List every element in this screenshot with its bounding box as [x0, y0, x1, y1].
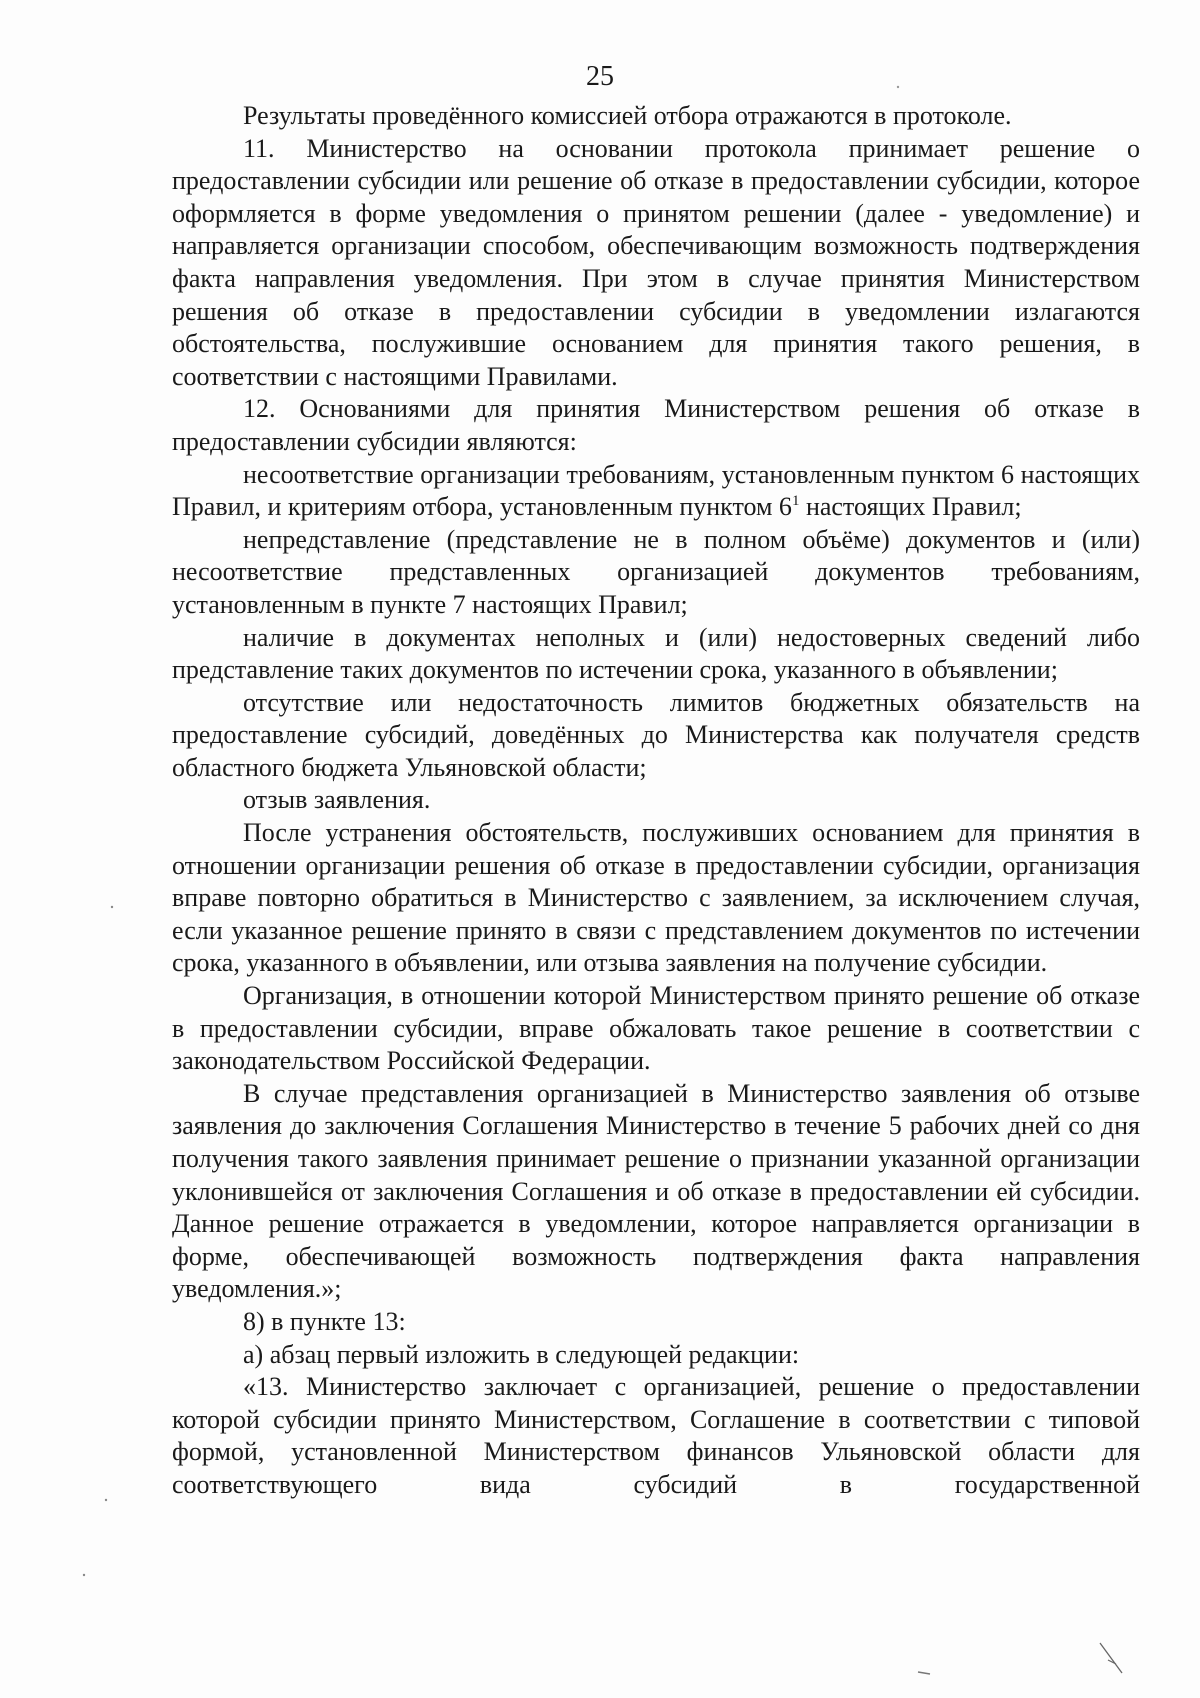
scan-speck: [918, 1672, 930, 1674]
paragraph-item-12: 12. Основаниями для принятия Министерством решения об отказе в предоставлении субсидии являются:: [172, 394, 1140, 456]
paragraph-ground-limits: отсутствие или недостаточность лимитов бюджетных обязательств на предоставление субсидий, доведённых до Министерства как получателя средств областного бюджета Ульяновской области;: [172, 687, 1140, 782]
paragraph-appeal: Организация, в отношении которой Министерством принято решение об отказе в предоставлении субсидии, вправе обжаловать такое решение в соответствии с законодательством Российской Федерации.: [172, 981, 1140, 1076]
page-number: 25: [586, 61, 614, 92]
scan-speck: [1100, 1643, 1122, 1673]
document-body: [172, 100, 1140, 1502]
paragraph-ground-documents: непредставление (представление не в полном объёме) документов и (или) несоответствие представленных организацией документов требованиям, установленным в пункте 7 настоящих Правил;: [172, 524, 1140, 619]
paragraph-item-8: 8) в пункте 13:: [243, 1306, 406, 1336]
scan-speck: [105, 1499, 107, 1501]
paragraph-ground-incomplete-info: наличие в документах неполных и (или) недостоверных сведений либо представление таких документов по истечении срока, указанного в объявлении;: [172, 622, 1140, 685]
paragraph-protocol-results: Результаты проведённого комиссией отбора отражаются в протоколе.: [243, 101, 1012, 130]
scan-speck: [111, 906, 113, 908]
paragraph-subitem-a: а) абзац первый изложить в следующей редакции:: [243, 1339, 800, 1369]
paragraph-item-13-quote: «13. Министерство заключает с организацией, решение о предоставлении которой субсидии принято Министерством, Соглашение в соответствии с типовой формой, установленной Министерством финансов Ульяновской области для соответствующего вида субсидий в государственной: [172, 1372, 1140, 1499]
paragraph-reapplication: После устранения обстоятельств, послуживших основанием для принятия в отношении организации решения об отказе в предоставлении субсидии, организация вправе повторно обратиться в Министерство с заявлением, за исключением случая, если указанное решение принято в связи с представлением документов по истечении срока, указанного в объявлении, или отзыва заявления на получение субсидии.: [172, 818, 1140, 978]
paragraph-ground-withdrawal: отзыв заявления.: [243, 785, 431, 815]
scan-speck: [83, 1574, 85, 1576]
ground-requirements-tail: настоящих Правил;: [799, 492, 1022, 522]
paragraph-item-11: 11. Министерство на основании протокола принимает решение о предоставлении субсидии или решение об отказе в предоставлении субсидии, которое оформляется в форме уведомления о принятом решении (далее - уведомление) и направляется организации способом, обеспечивающим возможность подтверждения факта направления уведомления. При этом в случае принятия Министерством решения об отказе в предоставлении субсидии в уведомлении излагаются обстоятельства, послужившие основанием для принятия такого решения, в соответствии с настоящими Правилами.: [172, 133, 1140, 391]
superscript-index: 1: [791, 493, 800, 510]
paragraph-ground-requirements: [172, 459, 1140, 524]
paragraph-withdrawal-case: В случае представления организацией в Министерство заявления об отзыве заявления до заключения Соглашения Министерство в течение 5 рабочих дней со дня получения такого заявления принимает решение о признании указанной организации уклонившейся от заключения Соглашения и об отказе в предоставлении ей субсидии. Данное решение отражается в уведомлении, которое направляется организации в форме, обеспечивающей возможность подтверждения факта направления уведомления.»;: [172, 1078, 1140, 1304]
scan-speck: [1108, 1660, 1116, 1664]
ground-requirements-text: несоответствие организации требованиям, установленным пунктом 6 настоящих Правил, и критериям отбора, установленным пунктом 6: [172, 459, 1140, 522]
